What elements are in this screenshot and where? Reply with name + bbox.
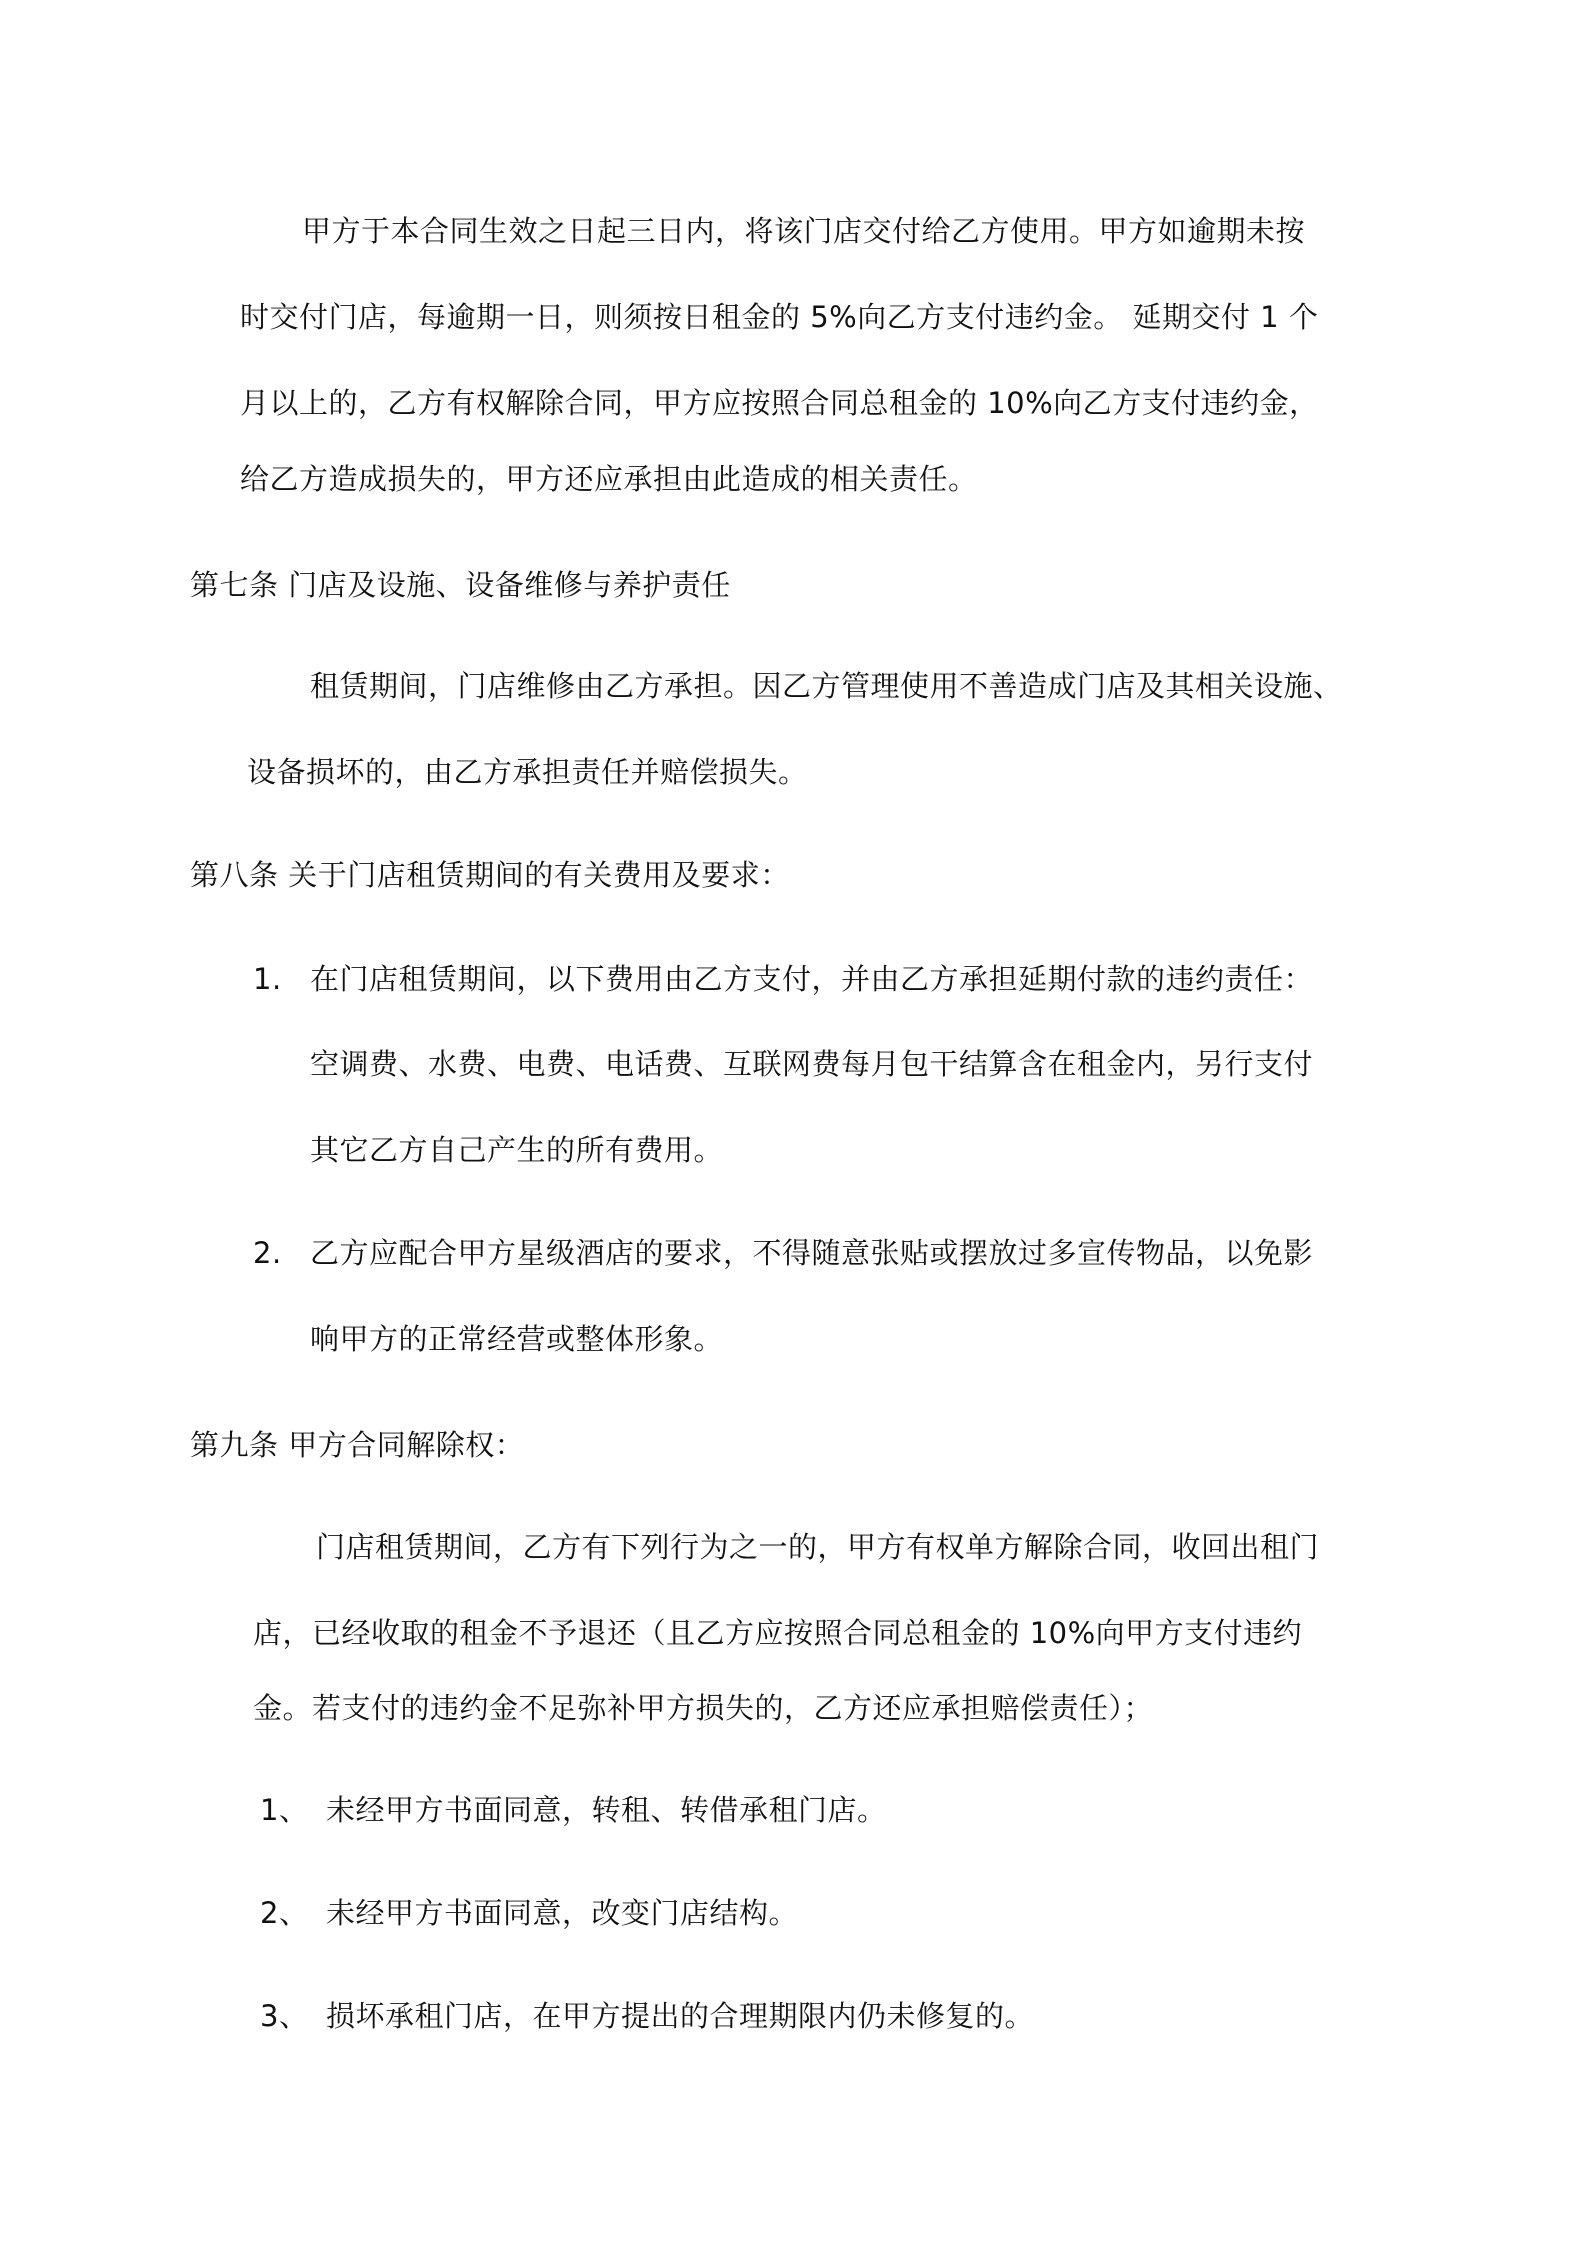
article-9-heading: 第九条 甲方合同解除权： [190, 1428, 525, 1462]
paragraph-line: 时交付门店，每逾期一日，则须按日租金的 5%向乙方支付违约金。 延期交付 1 个 [240, 300, 1319, 334]
list-item-text: 空调费、水费、电费、电话费、互联网费每月包干结算含在租金内，另行支付 [310, 1047, 1314, 1081]
paragraph-line: 给乙方造成损失的，甲方还应承担由此造成的相关责任。 [240, 462, 978, 496]
paragraph-line: 租赁期间，门店维修由乙方承担。因乙方管理使用不善造成门店及其相关设施、 [310, 669, 1343, 703]
list-item-number: 3、 [260, 1999, 309, 2033]
list-item-text: 损坏承租门店，在甲方提出的合理期限内仍未修复的。 [326, 1999, 1035, 2033]
list-item [260, 1790, 887, 1830]
list-item-text: 在门店租赁期间，以下费用由乙方支付，并由乙方承担延期付款的违约责任： [310, 962, 1314, 996]
list-item-text: 乙方应配合甲方星级酒店的要求，不得随意张贴或摆放过多宣传物品，以免影 [310, 1236, 1314, 1270]
paragraph-line: 月以上的，乙方有权解除合同，甲方应按照合同总租金的 10%向乙方支付违约金， [240, 386, 1319, 420]
list-item-number: 1. [253, 962, 282, 996]
article-8-heading: 第八条 关于门店租赁期间的有关费用及要求： [190, 858, 790, 892]
article-7-heading: 第七条 门店及设施、设备维修与养护责任 [190, 568, 731, 602]
list-item-number: 2、 [260, 1896, 309, 1930]
list-item-text: 未经甲方书面同意，转租、转借承租门店。 [326, 1793, 887, 1827]
paragraph-line: 甲方于本合同生效之日起三日内，将该门店交付给乙方使用。甲方如逾期未按 [302, 214, 1306, 248]
list-item-text: 其它乙方自己产生的所有费用。 [310, 1133, 724, 1167]
paragraph-line: 金。若支付的违约金不足弥补甲方损失的，乙方还应承担赔偿责任）； [253, 1691, 1154, 1725]
list-item-text: 未经甲方书面同意，改变门店结构。 [326, 1896, 799, 1930]
paragraph-line: 店，已经收取的租金不予退还（且乙方应按照合同总租金的 10%向甲方支付违约 [253, 1616, 1303, 1650]
list-item-text: 响甲方的正常经营或整体形象。 [310, 1322, 724, 1356]
paragraph-line: 门店租赁期间，乙方有下列行为之一的，甲方有权单方解除合同，收回出租门 [316, 1530, 1320, 1564]
list-item-number: 1、 [260, 1793, 309, 1827]
paragraph-line: 设备损坏的，由乙方承担责任并赔偿损失。 [247, 755, 808, 789]
list-item [260, 1996, 1034, 2036]
list-item-number: 2. [253, 1236, 282, 1270]
list-item [260, 1893, 798, 1933]
